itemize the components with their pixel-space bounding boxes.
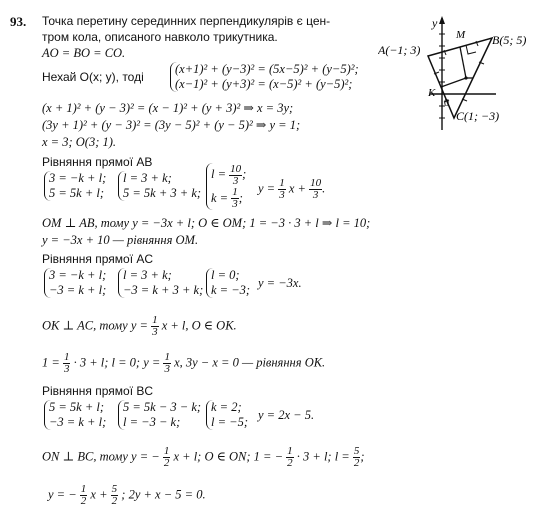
ok-post: x + l, O ∈ OK.	[161, 318, 237, 333]
ab-system-1-row-1: 3 = −k + l;	[49, 171, 107, 185]
ac-system-2-row-1: l = 3 + k;	[123, 268, 172, 282]
fin-a: y = −	[48, 487, 77, 502]
ok2-c: x, 3y − x = 0 — рівняння OK.	[174, 355, 326, 370]
bc-system-1	[44, 400, 106, 430]
ab-k-eq: k =	[211, 190, 229, 205]
ab-l-fraction	[229, 164, 242, 187]
label-o: 0	[444, 98, 449, 109]
ab-system-3-row-1: l = $\frac{10}{3}$ ;	[211, 162, 247, 187]
system-main-row-2: (x−1)² + (y+3)² = (x−5)² + (y−5)²;	[175, 77, 353, 91]
fin-n1: 1	[80, 483, 87, 495]
ok2-frac-2	[163, 352, 171, 375]
system-main	[170, 62, 359, 92]
ok-frac	[151, 315, 159, 338]
ac-system-3-row-2: k = −3;	[211, 283, 251, 297]
ab-res-frac-1	[278, 178, 286, 201]
bc-system-2-row-1: 5 = 5k − 3 − k;	[123, 400, 202, 414]
ab-res-n2: 10	[310, 177, 322, 189]
label-y: y	[432, 16, 438, 30]
let-prefix: Нехай O(x; y), тоді	[42, 70, 144, 84]
on-d2: 2	[287, 457, 293, 469]
label-a: A(−1; 3)	[378, 43, 421, 57]
fin-frac-2	[111, 484, 119, 507]
label-b: B(5; 5)	[492, 33, 527, 47]
bc-system-3	[206, 400, 248, 430]
on-line-1	[42, 446, 365, 469]
bc-system-1-row-1: 5 = 5k + l;	[49, 400, 105, 414]
on-end: ;	[360, 449, 365, 464]
text-line-3: AO = BO = CO.	[42, 46, 126, 60]
ab-system-2-row-2: 5 = 5k + 3 + k;	[123, 186, 202, 200]
heading-line-ab: Рівняння прямої AB	[42, 155, 153, 169]
ab-l-eq: l =	[211, 167, 227, 181]
ab-res-frac-2	[309, 178, 322, 201]
ok2-a: 1 =	[42, 355, 60, 370]
on-n1: 1	[163, 445, 170, 457]
ab-result: y = $\frac{1}{3}$ x + $\frac{10}{3}$ .	[258, 177, 326, 201]
ok-d: 3	[152, 326, 158, 338]
ab-k-den: 3	[232, 198, 238, 211]
problem-number: 93.	[10, 14, 27, 29]
fin-frac-1	[80, 484, 88, 507]
ac-system-2	[118, 268, 203, 298]
text-line-5: (x + 1)² + (y − 3)² = (x − 1)² + (y + 3)² ⇒ x = 3y;	[42, 101, 294, 115]
bc-system-3-row-2: l = −5;	[211, 415, 249, 429]
fin-d1: 2	[80, 495, 87, 507]
system-main-row-1: (x+1)² + (y−3)² = (5x−5)² + (y−5)²;	[175, 62, 359, 76]
text-line-2: тром кола, описаного навколо трикутника.	[42, 30, 278, 44]
ab-res-d1: 3	[279, 189, 285, 201]
ok2-n2: 1	[164, 351, 170, 363]
heading-line-bc: Рівняння прямої BC	[42, 384, 154, 398]
ab-l-den: 3	[232, 174, 239, 187]
ok2-n1: 1	[63, 351, 70, 363]
ab-k-fraction	[231, 187, 239, 210]
label-c: C(1; −3)	[456, 109, 500, 123]
ok2-d1: 3	[63, 363, 70, 375]
bc-system-3-row-1: k = 2;	[211, 400, 242, 414]
on-d1: 2	[163, 457, 170, 469]
text-line-6: (3y + 1)² + (y − 3)² = (3y − 5)² + (y − 5)² ⇒ y = 1;	[42, 118, 301, 132]
bc-system-2-row-2: l = −3 − k;	[123, 415, 181, 429]
on-a: ON ⊥ BC, тому y = −	[42, 449, 160, 464]
ac-system-3-row-1: l = 0;	[211, 268, 240, 282]
bc-system-2	[118, 400, 201, 430]
on-frac-1	[163, 446, 171, 469]
ab-system-3	[206, 163, 246, 210]
heading-line-ac: Рівняння прямої AC	[42, 252, 154, 266]
ok2-d2: 3	[164, 363, 170, 375]
fin-b: x +	[90, 487, 108, 502]
ab-system-1	[44, 171, 106, 201]
final-line	[48, 484, 206, 507]
ok2-frac-1	[63, 352, 71, 375]
y-axis-arrow	[439, 16, 445, 24]
ab-system-2	[118, 171, 201, 201]
bc-system-1-row-2: −3 = k + l;	[49, 415, 107, 429]
label-m: M	[456, 29, 466, 41]
point-o	[464, 76, 467, 79]
ab-res-pre: y =	[258, 181, 276, 196]
ab-l-num: 10	[230, 162, 242, 175]
ok-line-1	[42, 315, 237, 338]
ok-n: 1	[152, 314, 158, 326]
fin-d2: 2	[111, 495, 118, 507]
ac-system-1-row-2: −3 = k + l;	[49, 283, 107, 297]
on-b: x + l; O ∈ ON; 1 = −	[173, 449, 284, 464]
text-line-4	[42, 70, 144, 85]
ab-k-num: 1	[232, 186, 238, 199]
fin-n2: 5	[111, 483, 118, 495]
ab-system-2-row-1: l = 3 + k;	[123, 171, 172, 185]
ok2-b: · 3 + l; l = 0; y =	[73, 355, 161, 370]
om-line-1: OM ⊥ AB, тому y = −3x + l; O ∈ OM; 1 = −3 · 3 + l ⇒ l = 10;	[42, 216, 371, 230]
on-n2: 1	[287, 445, 293, 457]
ok-line-2	[42, 352, 325, 375]
ab-res-d2: 3	[312, 189, 319, 201]
on-c: · 3 + l; l =	[296, 449, 350, 464]
ok-pre: OK ⊥ AC, тому	[42, 318, 128, 333]
right-angle-mark	[466, 45, 476, 54]
om-line-2: y = −3x + 10 — рівняння OM.	[42, 233, 199, 247]
ac-system-1-row-1: 3 = −k + l;	[49, 268, 107, 282]
perpendicular-om	[460, 47, 466, 78]
ac-system-1	[44, 268, 106, 298]
on-frac-2	[286, 446, 294, 469]
text-line-7: x = 3; O(3; 1).	[42, 135, 117, 149]
fin-c: ; 2y + x − 5 = 0.	[121, 487, 206, 502]
ab-res-n1: 1	[279, 177, 285, 189]
ac-system-2-row-2: −3 = k + 3 + k;	[123, 283, 204, 297]
on-d3: 2	[353, 457, 360, 469]
ac-result: y = −3x.	[258, 276, 302, 290]
ac-system-3	[206, 268, 250, 298]
text-line-1: Точка перетину серединних перпендикулярів є цен-	[42, 14, 331, 28]
bc-result: y = 2x − 5.	[258, 408, 315, 422]
ab-system-3-row-2: k = $\frac{1}{3}$ ;	[211, 186, 243, 211]
on-n3: 5	[353, 445, 360, 457]
ab-system-1-row-2: 5 = 5k + l;	[49, 186, 105, 200]
ok-y: y =	[130, 318, 148, 333]
triangle-figure	[378, 14, 538, 134]
label-k: K	[428, 87, 436, 99]
ab-res-mid: x +	[288, 181, 306, 196]
